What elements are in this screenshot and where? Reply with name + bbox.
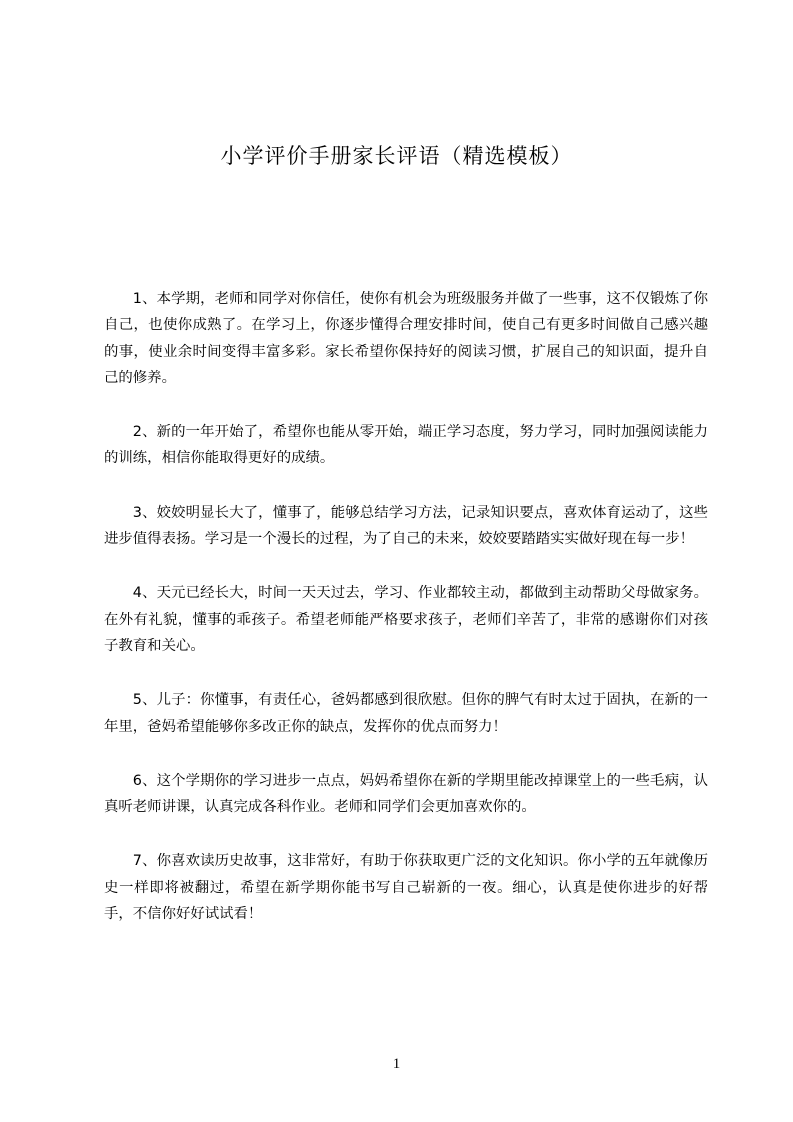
paragraph-7: 7、你喜欢读历史故事，这非常好，有助于你获取更广泛的文化知识。你小学的五年就像历史一样即将被翻过，希望在新学期你能书写自己崭新的一夜。细心，认真是使你进步的好帮手，不信你好好试试看！ — [104, 853, 708, 923]
paragraph-5: 5、儿子：你懂事，有责任心，爸妈都感到很欣慰。但你的脾气有时太过于固执，在新的一年里，爸妈希望能够你多改正你的缺点，发挥你的优点而努力！ — [104, 692, 708, 735]
page-title: 小学评价手册家长评语（精选模板） — [220, 144, 573, 168]
document-body — [104, 286, 708, 955]
paragraph-6: 6、这个学期你的学习进步一点点，妈妈希望你在新的学期里能改掉课堂上的一些毛病，认真听老师讲课，认真完成各科作业。老师和同学们会更加喜欢你的。 — [104, 772, 708, 816]
paragraph-2: 2、新的一年开始了，希望你也能从零开始，端正学习态度，努力学习，同时加强阅读能力的训练，相信你能取得更好的成绩。 — [104, 424, 708, 467]
paragraph-3: 3、姣姣明显长大了，懂事了，能够总结学习方法，记录知识要点，喜欢体育运动了，这些进步值得表扬。学习是一个漫长的过程，为了自己的未来，姣姣要踏踏实实做好现在每一步！ — [104, 504, 708, 548]
page-number: 1 — [392, 1056, 401, 1072]
paragraph-4: 4、天元已经长大，时间一天天过去，学习、作业都较主动，都做到主动帮助父母做家务。在外有礼貌，懂事的乖孩子。希望老师能严格要求孩子，老师们辛苦了，非常的感谢你们对孩子教育和关心。 — [104, 585, 708, 654]
paragraph-1: 1、本学期，老师和同学对你信任，使你有机会为班级服务并做了一些事，这不仅锻炼了你自己，也使你成熟了。在学习上，你逐步懂得合理安排时间，使自己有更多时间做自己感兴趣的事，使业余时间变得丰富多彩。家长希望你保持好的阅读习惯，扩展自己的知识面，提升自己的修养。 — [104, 291, 708, 386]
